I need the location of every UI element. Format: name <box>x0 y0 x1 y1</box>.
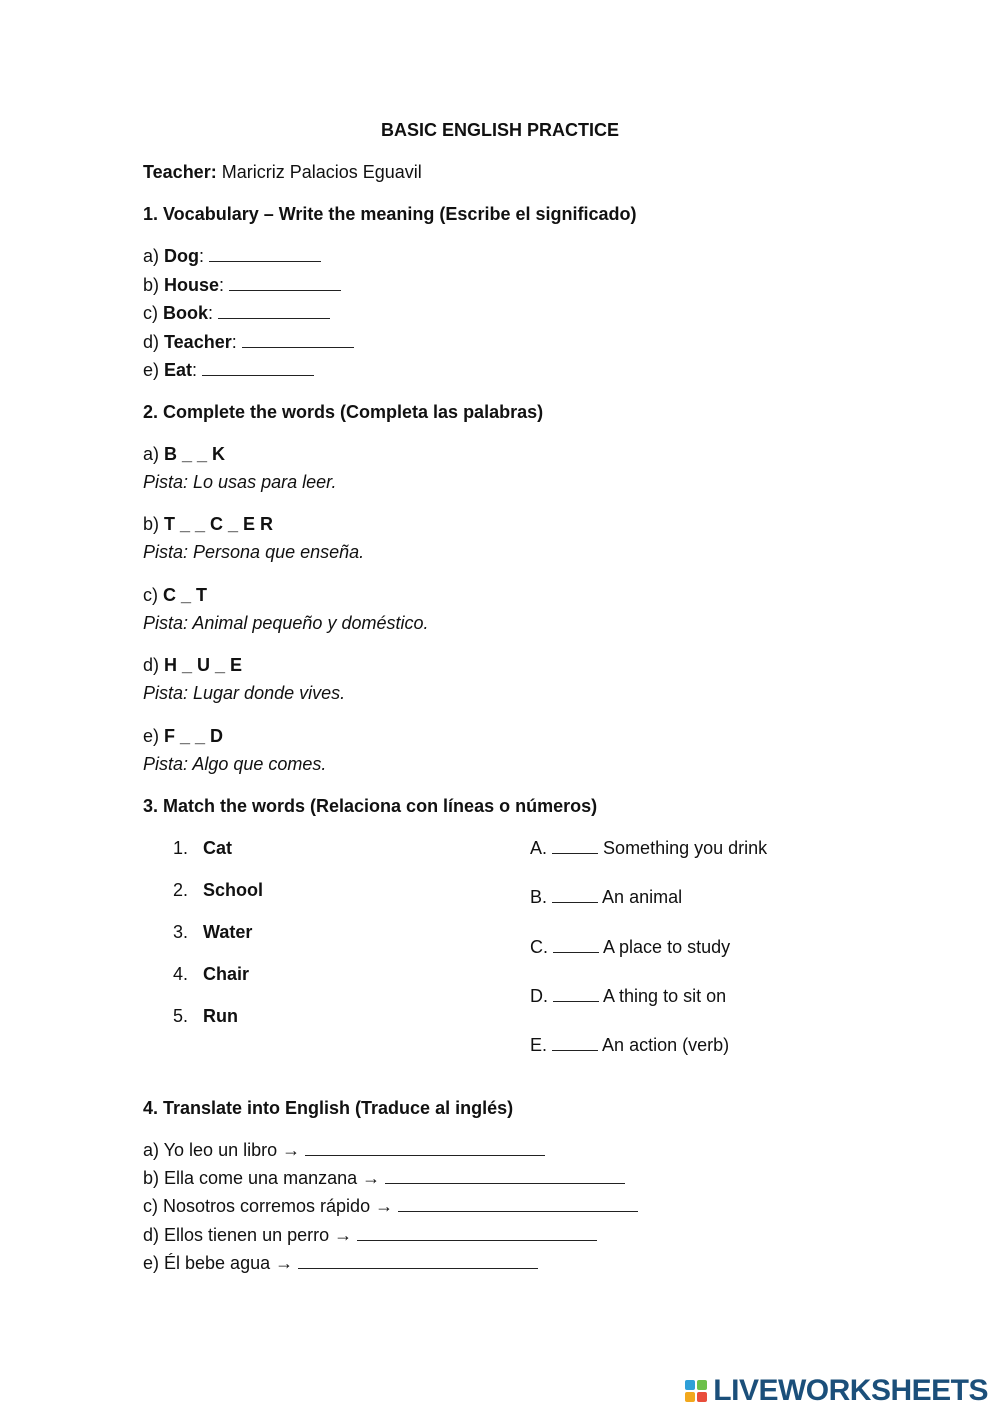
match-blank[interactable] <box>552 1036 598 1051</box>
teacher-line <box>143 162 422 183</box>
vocab-item: c) Book: <box>143 303 330 324</box>
translate-item: a) Yo leo un libro → <box>143 1140 545 1161</box>
answer-blank[interactable] <box>242 333 354 348</box>
complete-word: a) B _ _ K <box>143 444 226 464</box>
translate-item: e) Él bebe agua → <box>143 1253 538 1274</box>
section-4-heading: 4. Translate into English (Traduce al inglés) <box>143 1098 514 1118</box>
page-title: BASIC ENGLISH PRACTICE <box>380 120 620 140</box>
translate-item: b) Ella come una manzana → <box>143 1168 625 1189</box>
match-left-item: 3. Water <box>173 922 253 942</box>
match-left-item: 5. Run <box>173 1006 238 1026</box>
answer-blank[interactable] <box>209 247 321 262</box>
translate-item: c) Nosotros corremos rápido → <box>143 1196 638 1217</box>
section-1-heading: 1. Vocabulary – Write the meaning (Escribe el significado) <box>143 204 637 224</box>
translate-item: d) Ellos tienen un perro → <box>143 1225 597 1246</box>
complete-word: d) H _ U _ E <box>143 655 243 675</box>
liveworksheets-logo <box>685 1374 988 1408</box>
hint-text: Pista: Lo usas para leer. <box>143 472 337 492</box>
section-3-heading: 3. Match the words (Relaciona con líneas o números) <box>143 796 598 816</box>
logo-cubes-icon <box>685 1380 707 1402</box>
match-right-item: E. An action (verb) <box>530 1035 730 1055</box>
complete-word: c) C _ T <box>143 585 208 605</box>
translation-blank[interactable] <box>398 1197 638 1212</box>
match-right-item: B. An animal <box>530 887 683 907</box>
match-blank[interactable] <box>553 987 599 1002</box>
complete-word: e) F _ _ D <box>143 726 224 746</box>
vocab-item: d) Teacher: <box>143 332 354 353</box>
answer-blank[interactable] <box>229 276 341 291</box>
vocab-item: b) House: <box>143 275 341 296</box>
match-blank[interactable] <box>553 938 599 953</box>
hint-text: Pista: Animal pequeño y doméstico. <box>143 613 429 633</box>
complete-word: b) T _ _ C _ E R <box>143 514 274 534</box>
match-right-item: A. Something you drink <box>530 838 768 858</box>
match-left-item: 1. Cat <box>173 838 233 858</box>
vocab-item: a) Dog: <box>143 246 321 267</box>
hint-text: Pista: Lugar donde vives. <box>143 683 346 703</box>
section-2-heading: 2. Complete the words (Completa las palabras) <box>143 402 544 422</box>
match-right-item: D. A thing to sit on <box>530 986 727 1006</box>
teacher-label: Teacher: <box>143 162 217 182</box>
match-blank[interactable] <box>552 888 598 903</box>
match-blank[interactable] <box>552 839 598 854</box>
brand-name: LIVEWORKSHEETS <box>713 1374 988 1407</box>
translation-blank[interactable] <box>298 1254 538 1269</box>
teacher-name: Maricriz Palacios Eguavil <box>216 162 422 182</box>
answer-blank[interactable] <box>218 304 330 319</box>
vocab-item: e) Eat: <box>143 360 314 381</box>
match-right-item: C. A place to study <box>530 937 731 957</box>
hint-text: Pista: Persona que enseña. <box>143 542 365 562</box>
answer-blank[interactable] <box>202 361 314 376</box>
match-left-item: 2. School <box>173 880 264 900</box>
translation-blank[interactable] <box>385 1169 625 1184</box>
translation-blank[interactable] <box>305 1141 545 1156</box>
hint-text: Pista: Algo que comes. <box>143 754 327 774</box>
translation-blank[interactable] <box>357 1226 597 1241</box>
match-left-item: 4. Chair <box>173 964 250 984</box>
